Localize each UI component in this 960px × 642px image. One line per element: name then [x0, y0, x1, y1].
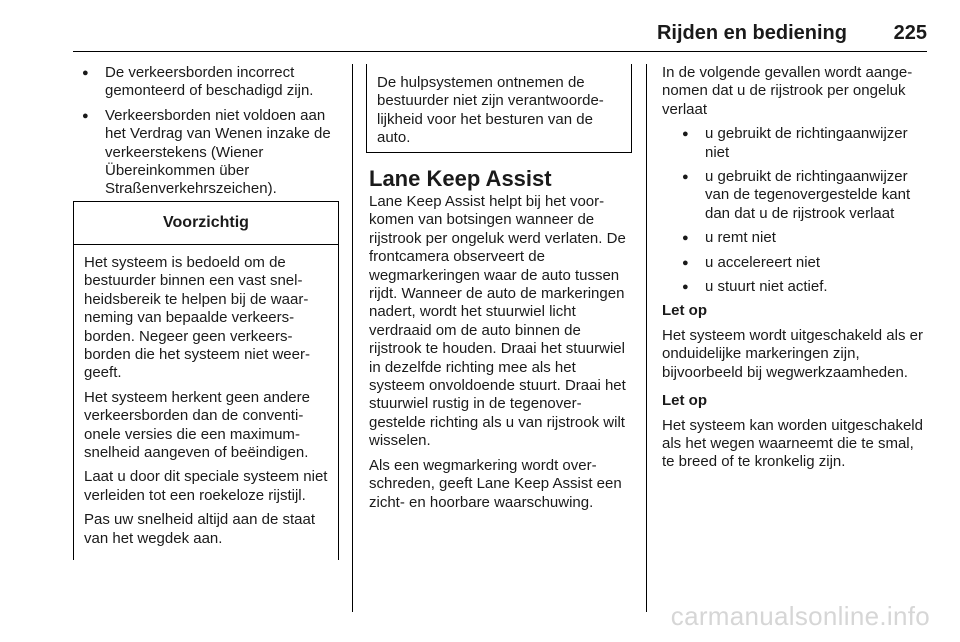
caution-paragraph: Laat u door dit speciale systeem niet verleiden tot een roekeloze rijstijl. — [84, 468, 328, 504]
note — [662, 392, 927, 472]
note-text: Het systeem wordt uitgeschakeld als er onduidelijke markeringen zijn, bijvoorbeeld bij wegwerkzaamheden. — [662, 326, 923, 381]
column-2-body — [369, 193, 633, 518]
list-item: ● u accelereert niet — [662, 254, 927, 272]
page-number: 225 — [893, 22, 927, 44]
section-title: Rijden en bediening — [656, 22, 847, 44]
column-divider — [352, 64, 353, 612]
list-item: ● u stuurt niet actief. — [662, 278, 927, 296]
caution-box — [73, 201, 339, 560]
body-paragraph: Als een wegmarkering wordt overschreden, geeft Lane Keep Assist een zicht- en hoorbare waarschuwing. — [369, 456, 622, 511]
note-text: Het systeem kan worden uitgeschakeld als het wegen waarneemt die te smal, te breed of te kronkelig zijn. — [662, 416, 923, 471]
header-divider — [73, 51, 927, 52]
list-item: ● De verkeersborden incorrect gemonteerd of beschadigd zijn. — [73, 64, 343, 101]
note-title: Let op — [662, 392, 707, 410]
caution-paragraph: Pas uw snelheid altijd aan de staat van het wegdek aan. — [84, 511, 315, 547]
list-item: ● Verkeersborden niet voldoen aan het Verdrag van Wenen inzake de verkeerstekens (Wiener Übereinkommen über Straßenverkehrszeichen). — [73, 107, 343, 199]
caution-body — [74, 245, 338, 548]
note-title: Let op — [662, 302, 707, 320]
column-1 — [73, 64, 343, 205]
intro-paragraph: In de volgende gevallen wordt aangenomen dat u de rijstrook per ongeluk verlaat — [662, 64, 913, 118]
body-paragraph: Lane Keep Assist helpt bij het voorkomen van botsingen wanneer de rijstrook per ongeluk werd verlaten. De frontcamera observeert de wegmarkeringen waar de auto tussen rijdt. Wanneer de auto de markeringen nadert, wordt het stuurwiel licht verdraaid om de auto binnen de rijstrook te houden. Draai het stuurwiel in dezelfde richting mee als het systeem onvoldoende stuurt. Draai het stuurwiel rustig in de tegenovergestelde richting als u van rijstrook wilt wisselen. — [369, 193, 626, 450]
page-header — [73, 22, 927, 50]
list-item: ● u gebruikt de richtingaanwijzer van de tegenovergestelde kant dan dat u de rijstrook verlaat — [662, 168, 927, 223]
bullet-list — [662, 125, 927, 296]
column-divider — [646, 64, 647, 612]
list-item: ● u gebruikt de richtingaanwijzer niet — [662, 125, 927, 162]
watermark: carmanualsonline.info — [670, 601, 930, 631]
note — [662, 302, 927, 382]
info-box-text: De hulpsystemen ontnemen de bestuurder niet zijn verantwoordelijkheid voor het besturen van de auto. — [377, 74, 604, 147]
bullet-list — [73, 64, 343, 199]
info-box — [366, 64, 632, 153]
caution-title: Voorzichtig — [74, 201, 338, 245]
caution-paragraph: Het systeem herkent geen andere verkeersborden dan de conventionele versies die een maximumsnelheid aangeven of beëindigen. — [84, 388, 310, 462]
section-heading: Lane Keep Assist — [369, 166, 552, 191]
list-item: ● u remt niet — [662, 229, 927, 247]
column-3 — [662, 64, 927, 478]
caution-paragraph: Het systeem is bedoeld om de bestuurder binnen een vast snelheidsbereik te helpen bij de waarneming van bepaalde verkeersborden. Negeer geen verkeersborden die het systeem niet weergeeft. — [84, 254, 310, 382]
